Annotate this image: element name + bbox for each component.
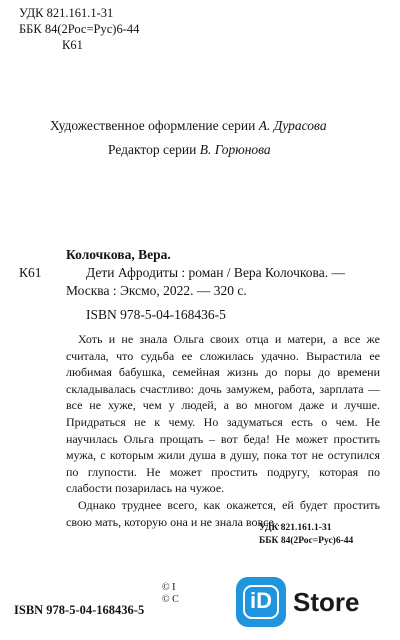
- design-credit-name: А. Дурасова: [258, 118, 327, 133]
- editor-credit-label: Редактор серии: [108, 142, 197, 157]
- design-credit-label: Художественное оформление серии: [50, 118, 256, 133]
- copyright-line: © I: [162, 582, 176, 593]
- bottom-udk-code: УДК 821.161.1-31: [259, 523, 332, 533]
- bottom-bbk-code: ББК 84(2Рос=Рус)6-44: [259, 536, 354, 546]
- author-mark: К61: [62, 38, 83, 52]
- editor-credit-name: В. Горюнова: [199, 142, 271, 157]
- catalog-isbn: ISBN 978-5-04-168436-5: [86, 307, 226, 322]
- catalog-imprint-line: Москва : Эксмо, 2022. — 320 с.: [66, 283, 247, 298]
- store-watermark: [236, 577, 376, 627]
- catalog-margin-mark: К61: [19, 265, 42, 280]
- annotation-paragraph: Однако труднее всего, как окажется, ей будет простить свою мать, которую она и не знала вовсе...: [66, 497, 380, 529]
- isbn-bottom: ISBN 978-5-04-168436-5: [14, 603, 145, 617]
- catalog-heading: Колочкова, Вера.: [66, 247, 171, 262]
- store-logo-icon: [236, 577, 286, 627]
- bbk-code: ББК 84(2Рос=Рус)6-44: [19, 22, 140, 36]
- annotation: [66, 331, 380, 530]
- editor-credit: [108, 142, 271, 158]
- udk-code: УДК 821.161.1-31: [19, 6, 114, 20]
- store-logo-badge-text: iD: [250, 588, 272, 613]
- copyright-line: © C: [162, 594, 179, 605]
- design-credit: [50, 118, 327, 134]
- annotation-paragraph: Хоть и не знала Ольга своих отца и матери, а все же считала, что судьба ее сложилась удачно. Вырастила ее любимая бабушка, семейная жизнь до поры до времени складывалась счастливо: дочь замужем, работа, зарплата — все не хуже, чем у людей, а во многом даже и лучше. Придраться не к чему. Но задуматься есть о чем. Не научилась Ольга прощать – вот беда! Не может простить мужа, с которым жили душа в душу, пока тот не оступился по глупости. Не может простить подругу, которая по слабости позарилась на чужое.: [66, 332, 380, 496]
- catalog-title-line: Дети Афродиты : роман / Вера Колочкова. —: [86, 265, 345, 280]
- store-logo-word: Store: [293, 587, 360, 617]
